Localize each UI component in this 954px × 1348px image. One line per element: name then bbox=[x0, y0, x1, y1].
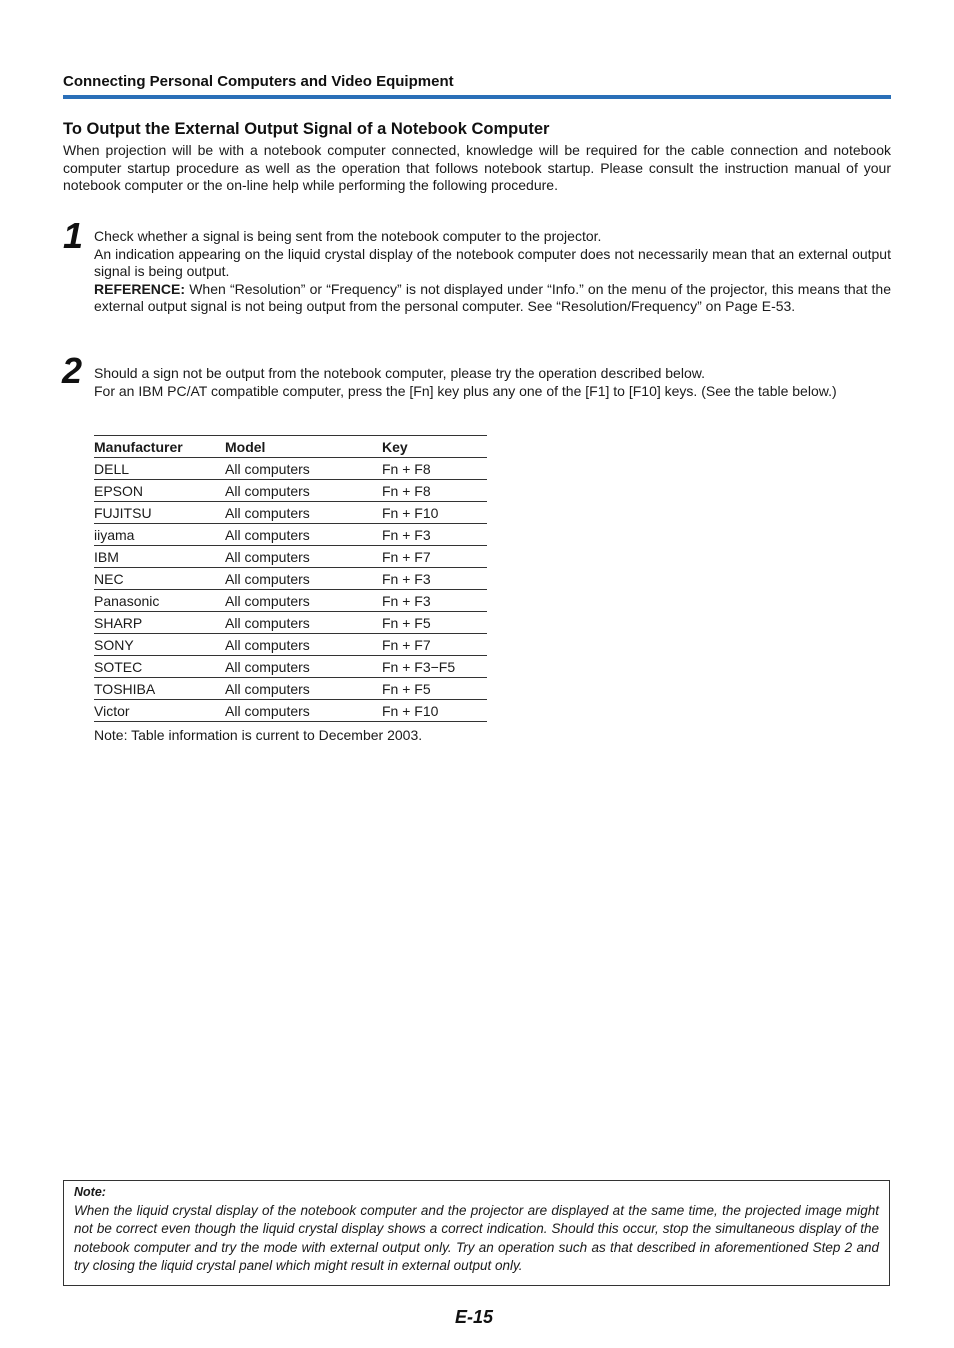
model-cell: All computers bbox=[225, 612, 382, 634]
key-cell: Fn + F8 bbox=[382, 458, 487, 480]
table-row bbox=[94, 700, 487, 722]
model-cell: All computers bbox=[225, 678, 382, 700]
step-2-number: 2 bbox=[62, 350, 83, 391]
key-cell: Fn + F7 bbox=[382, 634, 487, 656]
function-key-table bbox=[94, 435, 487, 722]
key-cell: Fn + F5 bbox=[382, 678, 487, 700]
key-cell: Fn + F10 bbox=[382, 502, 487, 524]
key-cell: Fn + F3 bbox=[382, 590, 487, 612]
model-cell: All computers bbox=[225, 480, 382, 502]
manufacturer-cell: NEC bbox=[94, 568, 225, 590]
reference-label: REFERENCE: bbox=[94, 280, 186, 297]
table-row bbox=[94, 568, 487, 590]
key-cell: Fn + F10 bbox=[382, 700, 487, 722]
model-cell: All computers bbox=[225, 700, 382, 722]
table-row bbox=[94, 656, 487, 678]
manufacturer-cell: iiyama bbox=[94, 524, 225, 546]
model-cell: All computers bbox=[225, 656, 382, 678]
model-cell: All computers bbox=[225, 458, 382, 480]
intro-paragraph: When projection will be with a notebook computer connected, knowledge will be required for the cable connection and notebook computer startup procedure as well as the operation that follows notebook startup. Please consult the instruction manual of your notebook computer or the on-line help while performing the following procedure. bbox=[63, 142, 891, 193]
step-2-line-2: For an IBM PC/AT compatible computer, press the [Fn] key plus any one of the [F1] to [F10] keys. (See the table below.) bbox=[94, 382, 837, 399]
manufacturer-cell: Panasonic bbox=[94, 590, 225, 612]
step-1-number: 1 bbox=[63, 215, 84, 256]
model-cell: All computers bbox=[225, 524, 382, 546]
manufacturer-cell: FUJITSU bbox=[94, 502, 225, 524]
step-1-reference bbox=[94, 281, 891, 316]
note-label: Note: bbox=[74, 1185, 106, 1199]
key-cell: Fn + F3 bbox=[382, 524, 487, 546]
key-cell: Fn + F8 bbox=[382, 480, 487, 502]
step-1-body bbox=[94, 228, 891, 316]
manufacturer-cell: TOSHIBA bbox=[94, 678, 225, 700]
step-1-line-2: An indication appearing on the liquid crystal display of the notebook computer does not necessarily mean that an external output signal is being output. bbox=[94, 245, 891, 280]
manufacturer-cell: SOTEC bbox=[94, 656, 225, 678]
header-divider bbox=[63, 95, 891, 99]
section-heading: To Output the External Output Signal of a Notebook Computer bbox=[63, 120, 550, 138]
column-header-model: Model bbox=[225, 436, 382, 458]
table-row bbox=[94, 480, 487, 502]
table-row bbox=[94, 458, 487, 480]
manufacturer-cell: DELL bbox=[94, 458, 225, 480]
table-row bbox=[94, 634, 487, 656]
model-cell: All computers bbox=[225, 568, 382, 590]
model-cell: All computers bbox=[225, 590, 382, 612]
page-header-title: Connecting Personal Computers and Video Equipment bbox=[63, 73, 454, 90]
table-row bbox=[94, 502, 487, 524]
table-note: Note: Table information is current to December 2003. bbox=[94, 727, 423, 743]
table-row bbox=[94, 612, 487, 634]
column-header-key: Key bbox=[382, 436, 487, 458]
note-box bbox=[63, 1180, 890, 1286]
page-number: E-15 bbox=[455, 1307, 494, 1327]
key-cell: Fn + F5 bbox=[382, 612, 487, 634]
model-cell: All computers bbox=[225, 502, 382, 524]
note-text: When the liquid crystal display of the notebook computer and the projector are displayed at the same time, the projected image might not be correct even though the liquid crystal display shows a correct indication. Should this occur, stop the simultaneous display of the notebook computer and try the mode with external output only. Try an operation such as that described in aforementioned Step 2 and try closing the liquid crystal panel which might result in external output only. bbox=[74, 1202, 879, 1273]
column-header-manufacturer: Manufacturer bbox=[94, 436, 225, 458]
manufacturer-cell: EPSON bbox=[94, 480, 225, 502]
key-cell: Fn + F3−F5 bbox=[382, 656, 487, 678]
manufacturer-cell: IBM bbox=[94, 546, 225, 568]
manufacturer-cell: Victor bbox=[94, 700, 225, 722]
key-cell: Fn + F3 bbox=[382, 568, 487, 590]
table-row bbox=[94, 546, 487, 568]
step-2-body bbox=[94, 365, 891, 400]
table-row bbox=[94, 590, 487, 612]
table-row bbox=[94, 524, 487, 546]
table-header-row bbox=[94, 436, 487, 458]
step-2-line-1: Should a sign not be output from the notebook computer, please try the operation described below. bbox=[94, 365, 705, 381]
reference-text: When “Resolution” or “Frequency” is not displayed under “Info.” on the menu of the projector, this means that the external output signal is not being output from the personal computer. See “Resolution/Frequency” on Page E-53. bbox=[94, 280, 891, 315]
manufacturer-cell: SHARP bbox=[94, 612, 225, 634]
table-row bbox=[94, 678, 487, 700]
manufacturer-cell: SONY bbox=[94, 634, 225, 656]
step-1-line-1: Check whether a signal is being sent from the notebook computer to the projector. bbox=[94, 228, 602, 244]
model-cell: All computers bbox=[225, 634, 382, 656]
model-cell: All computers bbox=[225, 546, 382, 568]
key-cell: Fn + F7 bbox=[382, 546, 487, 568]
